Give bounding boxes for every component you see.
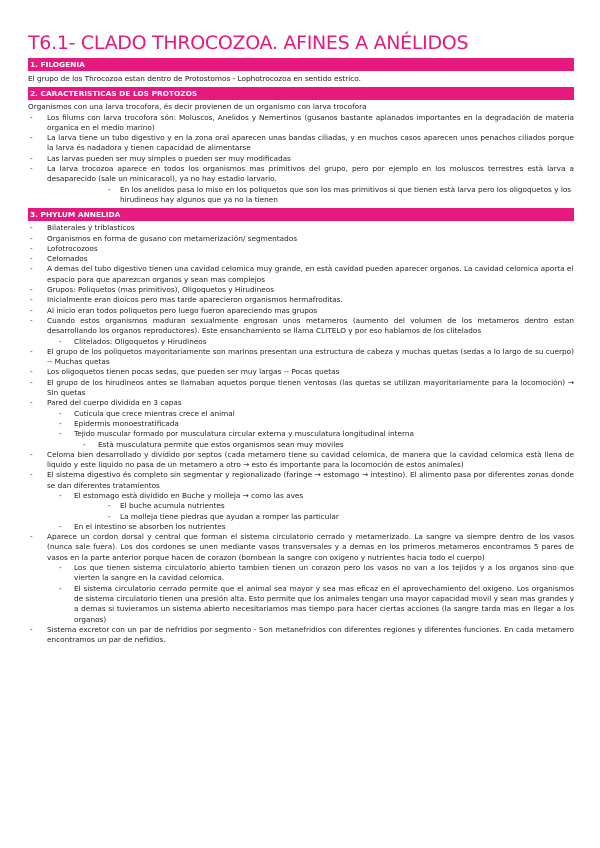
caracteristicas-list (28, 113, 574, 206)
list-item: - Los oligoquetos tienen pocas sedas, que pueden ser muy largas -- Pocas quetas (30, 367, 340, 377)
list-item: - Las larvas pueden ser muy simples o pueden ser muy modificadas (30, 153, 291, 163)
list-item: - Tejido muscular formado por musculatura circular externa y musculatura longitudinal interna (59, 429, 414, 439)
list-item: - Celomados (30, 254, 88, 264)
list-item: - Cuando estos organismos maduran sexualmente engrosan unos metameros (aumento del volumen de los metameros dentro estan desarrollando los organos reproductores). Este ensanchamiento se llama CLITELO y por eso hablamos de los clitelados (30, 315, 574, 336)
list-item: - Los filums con larva trocofora són: Moluscos, Anelidos y Nemertinos (gusanos bastante aplanados importantes en la degradación de materia organica en el medio marino) (30, 112, 574, 132)
list-item: - El grupo de los hirudineos antes se llamaban aquetos porque tienen ventosas (las quetas se utilizan mayoritariamente para la locomoción) → Sin quetas (30, 377, 574, 398)
list-item: - Aparece un cordon dorsal y central que forman el sistema circulatorio cerrado y metamerizado. La sangre va siempre dentro de los vasos (nunca sale fuera). Los dos cordones se unen mediante vasos transversales y a demas en los primeros metameros encontramos 5 pares de vasos en la parte anterior porque hacen de corazon (bombean la sangre con oxigeno y nutrientes hacia todo el cuerpo) (30, 532, 574, 562)
list-item: - Pared del cuerpo dividida en 3 capas (30, 398, 182, 408)
section-intro-caracteristicas: Organismos con una larva trocofora, és decir provienen de un organismo con larva trocofora (28, 102, 367, 112)
list-item: - La larva tiene un tubo digestivo y en la zona oral aparecen unas bandas ciliadas, y en muchos casos aparecen unos penachos ciliados porque la larva és nadadora y tienen capacidad de alimentarse (30, 133, 574, 153)
page-title: T6.1- CLADO THROCOZOA. AFINES A ANÉLIDOS (28, 32, 469, 54)
list-item: - En el intestino se absorben los nutrientes (59, 521, 226, 531)
section-heading-caracteristicas: 2. CARACTERISTICAS DE LOS PROTOZOS (28, 87, 574, 100)
list-item: - Sistema excretor con un par de nefridios por segmento - Son metanefridios con diferentes regiones y diferentes funciones. En cada metamero encontramos un par de nefidios. (30, 624, 574, 645)
list-item: - El estomago està dividido en Buche y molleja → como las aves (59, 490, 304, 500)
list-item: - La larva trocozoa aparece en todos los organismos mas primitivos del grupo, pero por ejemplo en los moluscos terrestres està larva a desaparecido (sale un minicaracol), ya no hay estadio larvario. (30, 164, 574, 184)
list-item: - Clitelados: Oligoquetos y Hirudineos (59, 336, 207, 346)
section-heading-filogenia: 1. FILOGENIA (28, 58, 574, 71)
section-text-filogenia: El grupo de los Throcozoa estan dentro de Protostomos - Lophotrocozoa en sentido estrico. (28, 74, 361, 83)
list-item: - El buche acumula nutrientes (108, 501, 225, 511)
document-page (28, 0, 574, 645)
list-item: - El sistema digestivo és completo sin segmentar y regionalizado (faringe → estomago → intestino). El alimento pasa por diferentes zonas donde se dan diferentes tratamientos (30, 470, 574, 490)
list-item: - Bilaterales y triblasticos (30, 223, 135, 233)
list-item: - Inicialmente eran dioicos pero mas tarde aparecieron organismos hermafroditas. (30, 295, 343, 305)
list-item: - El sistema circulatorio cerrado permite que el animal sea mayor y sea mas eficaz en el aprovechamiento del oxigeno. Los organismos de sistema circulatorio tienen una presión alta. Esto permite que los animales tengan una mayor capacidad movil y sean mas grandes y a demas si tuvieramos un sistema abierto necesitariamos mas tiempo para hacer ciertas acciones (la sangre tarda mas en llegar a los organos) (59, 583, 574, 624)
list-item: - A demas del tubo digestivo tienen una cavidad celomica muy grande, en està cavidad pueden aparecer organos. La cavidad celomica aporta el espacio para que aparezcan organos y sean mas complejos (30, 264, 574, 284)
list-item: - En los anelidos pasa lo miso en los poliquetos que son los mas primitivos si que tienen està larva pero los oligoquetos y los hirudineos hay algunos que ya no la tienen (108, 184, 572, 204)
list-item: - Organismos en forma de gusano con metamerización/ segmentados (30, 233, 298, 243)
annelida-list (28, 223, 574, 645)
list-item: - El grupo de los poliquetos mayoritariamente son marinos presentan una estructura de cabeza y muchas quetas (sedas a lo largo de su cuerpo) -- Muchas quetas (30, 346, 574, 367)
list-item: - Al inicio eran todos poliquetos pero luego fueron apareciendo mas grupos (30, 305, 318, 315)
list-item: - Grupos: Poliquetos (mas primitivos), Oligoquetos y Hirudineos (30, 285, 275, 295)
list-item: - La molleja tiene piedras que ayudan a romper las particular (108, 511, 339, 521)
list-item: - Los que tienen sistema circulatorio abierto tambien tienen un corazon pero los vasos no van a los tejidos y a los organos sino que vierten la sangre en la cavidad celomica. (59, 563, 574, 583)
section-heading-annelida: 3. PHYLUM ANNELIDA (28, 208, 574, 221)
list-item: - Lofotrocozoos (30, 243, 98, 253)
list-item: - Està musculatura permite que estos organismos sean muy moviles (83, 439, 344, 449)
list-item: - Cuticula que crece mientras crece el animal (59, 408, 235, 418)
list-item: - Epidermis monoestratificada (59, 418, 179, 428)
list-item: - Celoma bien desarrollado y dividido por septos (cada metamero tiene su cavidad celomica, de manera que la cavidad celomica està llena de liquido y este liquido no pasa de un metamero a otro → esto és importante para la locomoción de estos animales) (30, 449, 574, 470)
